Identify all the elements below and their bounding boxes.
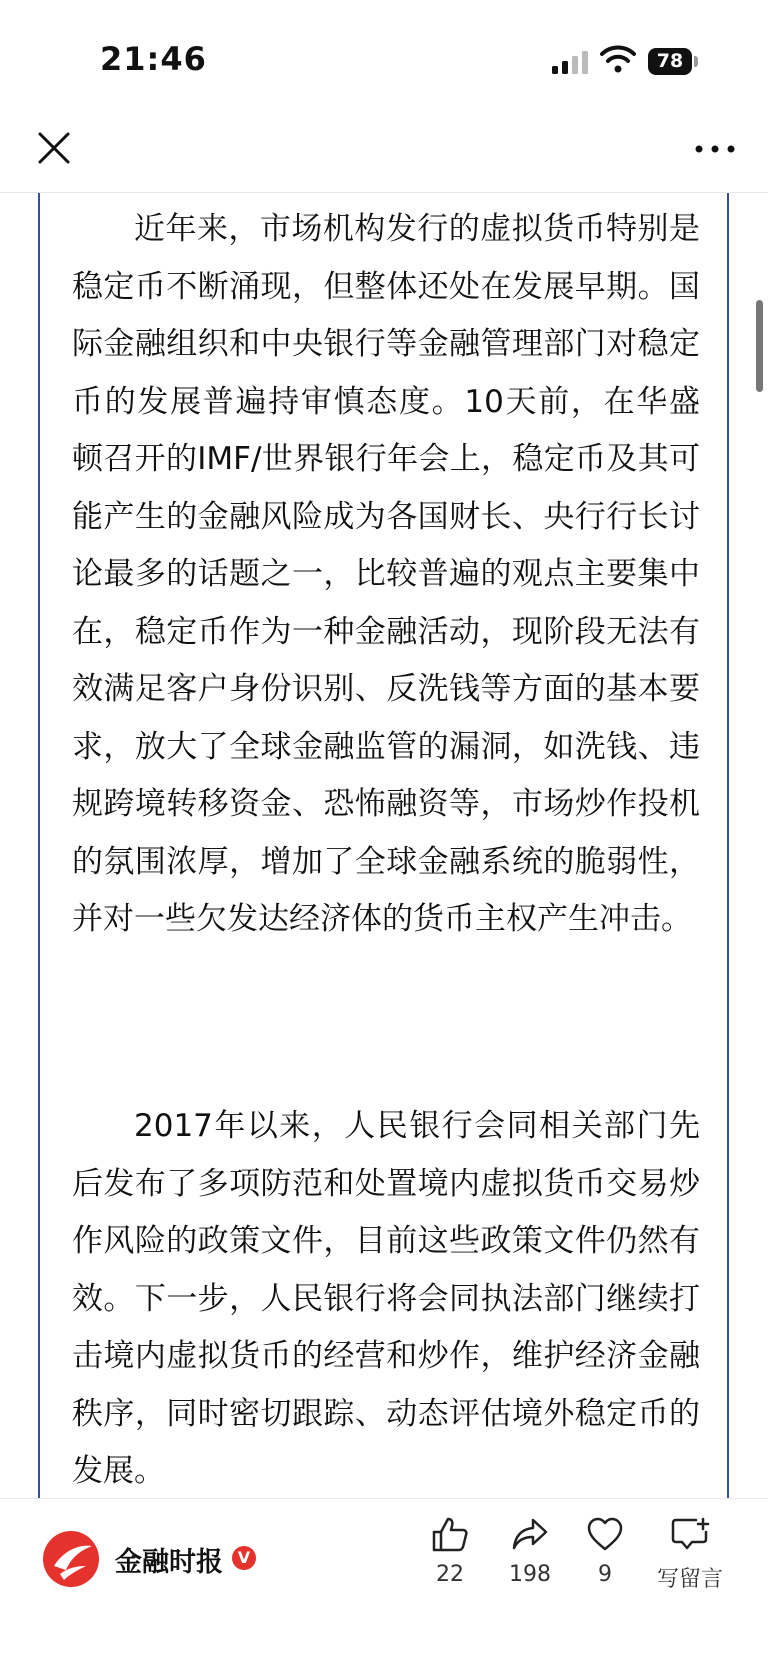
share-icon: [511, 1516, 549, 1552]
comment-button[interactable]: [650, 1516, 730, 1593]
account-logo[interactable]: [42, 1530, 100, 1588]
favorite-button[interactable]: [580, 1516, 630, 1587]
share-button[interactable]: [495, 1516, 565, 1587]
cellular-signal-icon: [550, 50, 590, 76]
battery-icon: [648, 48, 698, 75]
share-count: 198: [509, 1562, 551, 1587]
status-time: 21:46: [100, 40, 207, 78]
comment-label: 写留言: [656, 1567, 723, 1592]
more-icon[interactable]: [692, 134, 738, 164]
article-paragraph: 近年来，市场机构发行的虚拟货币特别是稳定币不断涌现，但整体还处在发展早期。国际金融组织和中央银行等金融管理部门对稳定币的发展普遍持审慎态度。10天前，在华盛顿召开的IMF/世界银行年会上，稳定币及其可能产生的金融风险成为各国财长、央行行长讨论最多的话题之一，比较普遍的观点主要集中在，稳定币作为一种金融活动，现阶段无法有效满足客户身份识别、反洗钱等方面的基本要求，放大了全球金融监管的漏洞，如洗钱、违规跨境转移资金、恐怖融资等，市场炒作投机的氛围浓厚，增加了全球金融系统的脆弱性，并对一些欠发达经济体的货币主权产生冲击。: [72, 211, 700, 937]
account-name[interactable]: 金融时报: [115, 1547, 223, 1578]
article-content: [0, 193, 768, 1498]
article-paragraph: 2017年以来，人民银行会同相关部门先后发布了多项防范和处置境内虚拟货币交易炒作风险的政策文件，目前这些政策文件仍然有效。下一步，人民银行将会同执法部门继续打击境内虚拟货币的经营和炒作，维护经济金融秩序，同时密切跟踪、动态评估境外稳定币的发展。: [72, 1108, 700, 1489]
like-count: 22: [436, 1562, 464, 1587]
favorite-count: 9: [598, 1562, 612, 1587]
nav-bar: [0, 120, 768, 193]
wifi-icon: [600, 44, 636, 74]
quote-border-left: [38, 193, 40, 1498]
like-button[interactable]: [420, 1516, 480, 1587]
status-bar: [0, 0, 768, 120]
verified-badge: V: [232, 1546, 256, 1570]
comment-add-icon: [670, 1516, 710, 1552]
quote-border-right: [727, 193, 729, 1498]
close-icon[interactable]: [36, 130, 72, 166]
heart-icon: [586, 1516, 624, 1552]
battery-level: 78: [648, 48, 692, 75]
scrollbar-thumb[interactable]: [756, 300, 763, 392]
thumbs-up-icon: [431, 1516, 469, 1552]
